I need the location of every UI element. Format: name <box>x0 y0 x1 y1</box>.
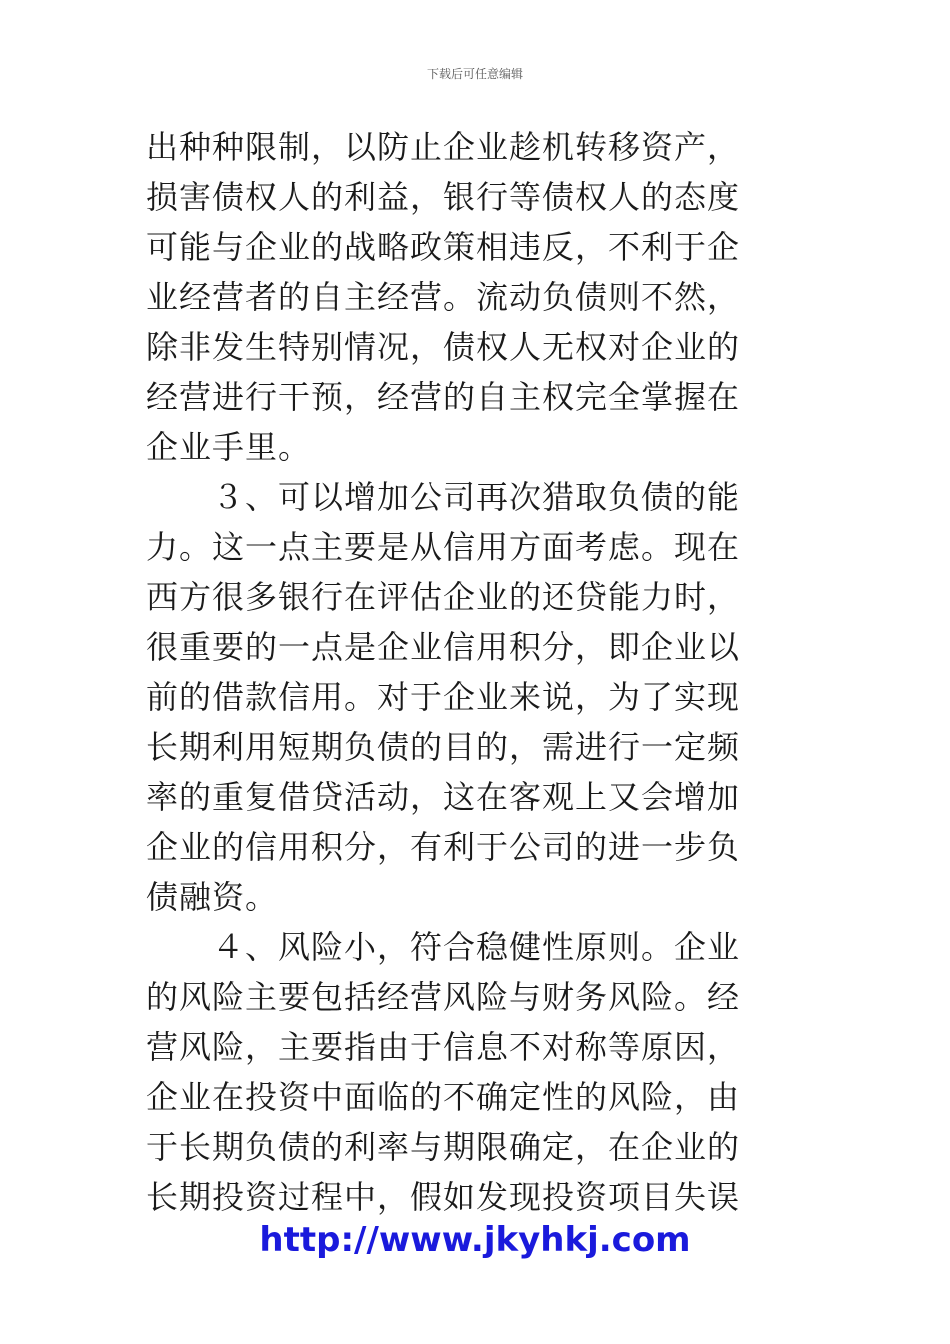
body-line: 长期投资过程中，假如发现投资项目失误 <box>146 1178 741 1216</box>
page-header: 下载后可任意编辑 <box>426 67 523 81</box>
body-line: 企业手里。 <box>146 428 312 466</box>
body-line: 债融资。 <box>146 878 279 916</box>
body-line: ３、可以增加公司再次猎取负债的能 <box>146 478 741 516</box>
body-line: 长期利用短期负债的目的，需进行一定频 <box>146 728 741 766</box>
body-line: 于长期负债的利率与期限确定，在企业的 <box>146 1128 741 1166</box>
body-line: 出种种限制，以防止企业趁机转移资产， <box>146 128 741 166</box>
body-line: 企业的信用积分，有利于公司的进一步负 <box>146 828 741 866</box>
body-line: 西方很多银行在评估企业的还贷能力时， <box>146 578 741 616</box>
body-line: 企业在投资中面临的不确定性的风险，由 <box>146 1078 741 1116</box>
body-line: 可能与企业的战略政策相违反，不利于企 <box>146 228 741 266</box>
body-line: 业经营者的自主经营。流动负债则不然， <box>146 278 741 316</box>
body-line: 很重要的一点是企业信用积分，即企业以 <box>146 628 741 666</box>
footer-website-link[interactable]: http://www.jkyhkj.com <box>259 1220 691 1260</box>
body-line: 除非发生特别情况，债权人无权对企业的 <box>146 328 741 366</box>
body-line: 的风险主要包括经营风险与财务风险。经 <box>146 978 741 1016</box>
body-line: 前的借款信用。对于企业来说，为了实现 <box>146 678 741 716</box>
body-line: 率的重复借贷活动，这在客观上又会增加 <box>146 778 741 816</box>
body-line: 营风险，主要指由于信息不对称等原因， <box>146 1028 741 1066</box>
document-body <box>146 122 806 1222</box>
body-line: 经营进行干预，经营的自主权完全掌握在 <box>146 378 741 416</box>
body-line: ４、风险小，符合稳健性原则。企业 <box>146 928 741 966</box>
body-line: 损害债权人的利益，银行等债权人的态度 <box>146 178 741 216</box>
body-line: 力。这一点主要是从信用方面考虑。现在 <box>146 528 741 566</box>
